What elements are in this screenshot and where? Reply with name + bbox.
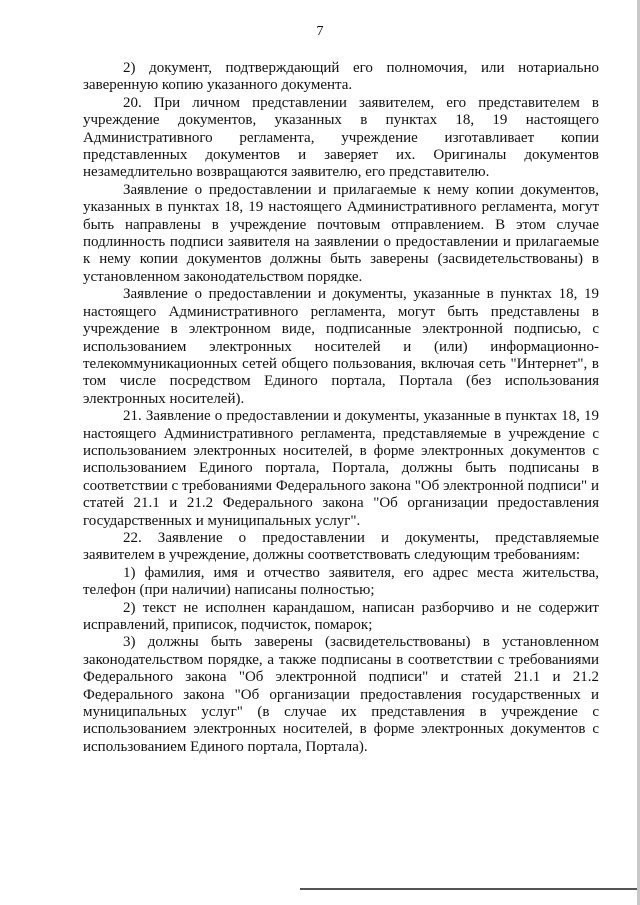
- paragraph-22-requirements: 22. Заявление о предоставлении и документы, представляемые заявителем в учреждение, должны соответствовать следующим требованиям:: [83, 529, 599, 564]
- requirement-item-1: 1) фамилия, имя и отчество заявителя, его адрес места жительства, телефон (при наличии) написаны полностью;: [83, 564, 599, 599]
- paragraph-21-electronic-signature: 21. Заявление о предоставлении и документы, указанные в пунктах 18, 19 настоящего Административного регламента, представляемые в учреждение с использованием электронных носителей, в форме электронных документов с использованием Единого портала, Портала, должны быть подписаны в соответствии с требованиями Федерального закона "Об электронной подписи" и статей 21.1 и 21.2 Федерального закона "Об организации предоставления государственных и муниципальных услуг".: [83, 408, 599, 529]
- paragraph-postal-submission: Заявление о предоставлении и прилагаемые к нему копии документов, указанных в пунктах 18, 19 настоящего Административного регламента, могут быть направлены в учреждение почтовым отправлением. В этом случае подлинность подписи заявителя на заявлении о предоставлении и прилагаемые к нему копии документов должны быть заверены (засвидетельствованы) в установленном законодательством порядке.: [83, 181, 599, 285]
- paragraph-item-2-document: 2) документ, подтверждающий его полномочия, или нотариально заверенную копию указанного документа.: [83, 60, 599, 94]
- scan-edge-line: [300, 888, 640, 890]
- page-number: 7: [316, 24, 324, 39]
- paragraph-20-personal-submission: 20. При личном представлении заявителем, его представителем в учреждение документов, указанных в пунктах 18, 19 настоящего Административного регламента, учреждение изготавливает копии представленных документов и заверяет их. Оригиналы документов незамедлительно возвращаются заявителю, его представителю.: [83, 94, 599, 181]
- requirement-item-3: 3) должны быть заверены (засвидетельствованы) в установленном законодательством порядке, а также подписаны в соответствии с требованиями Федерального закона "Об электронной подписи" и статей 21.1 и 21.2 Федерального закона "Об организации предоставления государственных и муниципальных услуг" (в случае их представления в учреждение с использованием электронных носителей, в форме электронных документов с использованием Единого портала, Портала).: [83, 634, 599, 755]
- document-body: [83, 60, 599, 756]
- requirement-item-2: 2) текст не исполнен карандашом, написан разборчиво и не содержит исправлений, приписок, подчисток, помарок;: [83, 599, 599, 633]
- paragraph-electronic-submission: Заявление о предоставлении и документы, указанные в пунктах 18, 19 настоящего Административного регламента, могут быть представлены в учреждение в электронном виде, подписанные электронной подписью, с использованием электронных носителей и (или) информационно-телекоммуникационных сетей общего пользования, включая сеть "Интернет", в том числе посредством Единого портала, Портала (без использования электронных носителей).: [83, 286, 599, 407]
